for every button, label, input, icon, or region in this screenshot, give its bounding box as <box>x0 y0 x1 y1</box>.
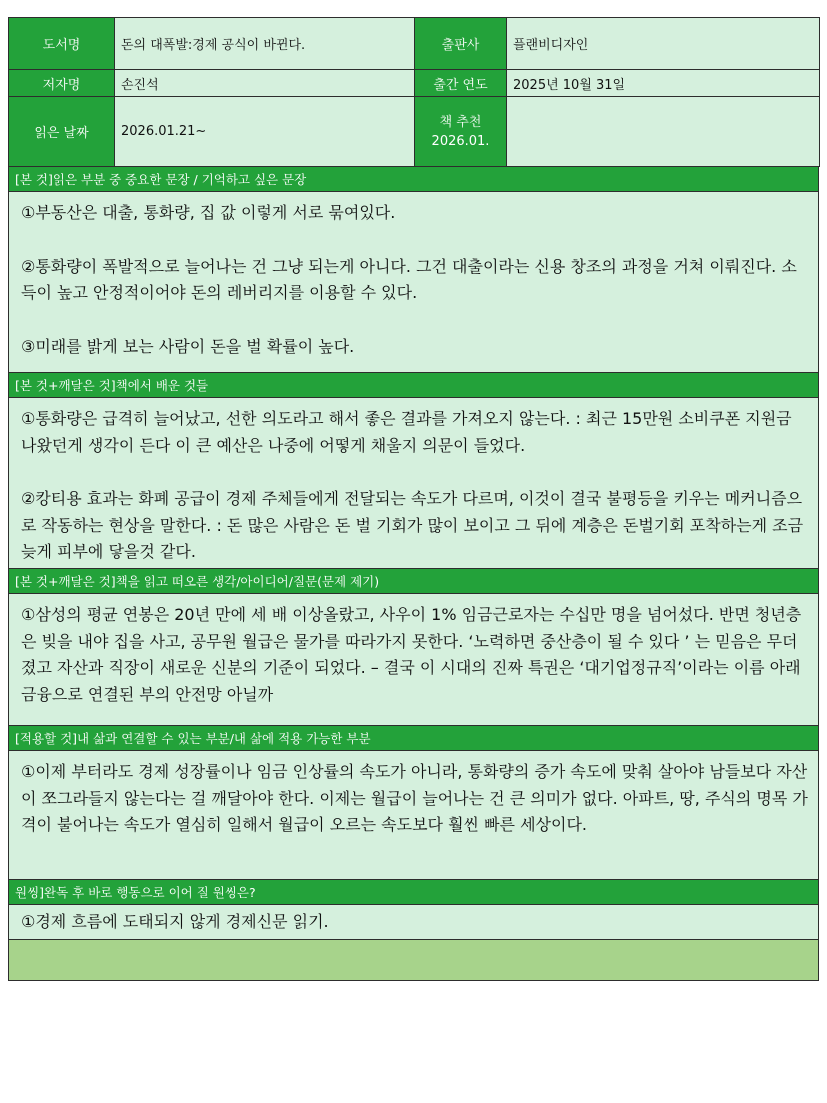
publisher-value: 플랜비디자인 <box>507 18 820 70</box>
paragraph: ①이제 부터라도 경제 성장률이나 임금 인상률의 속도가 아니라, 통화량의 증가 속도에 맞춰 살아야 남들보다 자산이 쪼그라들지 않는다는 걸 깨달아야 한다. 이제는 월급이 늘어나는 건 큰 의미가 없다. 아파트, 땅, 주식의 명목 가격이 불어나는 속도가 열심히 일해서 월급이 오르는 속도보다 훨씬 빠른 세상이다. <box>21 762 808 834</box>
pubyear-value: 2025년 10월 31일 <box>507 70 820 97</box>
read-date-value: 2026.01.21~ <box>115 97 415 167</box>
section-tag: 원씽] <box>15 885 45 900</box>
recommend-label-line2: 2026.01. <box>431 133 490 149</box>
section-one-thing <box>8 880 819 981</box>
section-body <box>9 751 818 879</box>
recommend-label <box>415 97 507 167</box>
book-info-table <box>8 17 820 167</box>
section-header <box>9 167 818 192</box>
author-value: 손진석 <box>115 70 415 97</box>
recommend-label-line1: 책 추천 <box>439 114 482 130</box>
section-heading: 내 삶과 연결할 수 있는 부분/내 삶에 적용 가능한 부분 <box>77 731 371 746</box>
section-body <box>9 905 818 939</box>
paragraph: ①삼성의 평균 연봉은 20년 만에 세 배 이상올랐고, 사우이 1% 임금근로자는 수십만 명을 넘어섰다. 반면 청년층은 빚을 내야 집을 사고, 공무원 월급은 물가를 따라가지 못한다. ‘노력하면 중산층이 될 수 있다 ’ 는 믿음은 무더졌고 자산과 직장이 새로운 신분의 기준이 되었다. – 결국 이 시대의 진짜 특권은 ‘대기업정규직’이라는 이름 아래 금융으로 연결된 부의 안전망 아닐까 <box>21 605 802 704</box>
section-tag: [본 것+깨달은 것] <box>15 574 116 589</box>
section-tag: [본 것] <box>15 172 53 187</box>
section-header <box>9 373 818 398</box>
book-title: 돈의 대폭발:경제 공식이 바뀐다. <box>115 18 415 70</box>
recommend-value <box>507 97 820 167</box>
section-tag: [적용할 것] <box>15 731 78 746</box>
paragraph: ③미래를 밝게 보는 사람이 돈을 벌 확률이 높다. <box>21 336 355 356</box>
paragraph: ①통화량은 급격히 늘어났고, 선한 의도라고 해서 좋은 결과를 가져오지 않는다. : 최근 15만원 소비쿠폰 지원금 나왔던게 생각이 든다 이 큰 예산은 나중에 어떻게 채울지 의문이 들었다. <box>21 409 792 455</box>
section-body <box>9 192 818 372</box>
title-label: 도서명 <box>9 18 115 70</box>
paragraph: ①경제 흐름에 도태되지 않게 경제신문 읽기. <box>21 912 329 931</box>
section-lessons <box>8 373 819 569</box>
section-header <box>9 880 818 905</box>
footer-band <box>9 939 818 980</box>
section-heading: 읽은 부분 중 중요한 문장 / 기억하고 싶은 문장 <box>52 172 307 187</box>
pubyear-label: 출간 연도 <box>415 70 507 97</box>
section-tag: [본 것+깨달은 것] <box>15 378 116 393</box>
section-header <box>9 569 818 594</box>
paragraph: ②통화량이 폭발적으로 늘어나는 건 그냥 되는게 아니다. 그건 대출이라는 신용 창조의 과정을 거쳐 이뤄진다. 소득이 높고 안정적이어야 돈의 레버리지를 이용할 수 있다. <box>21 256 797 302</box>
section-body <box>9 594 818 725</box>
author-label: 저자명 <box>9 70 115 97</box>
section-apply <box>8 726 819 880</box>
paragraph: ②캉티용 효과는 화폐 공급이 경제 주체들에게 전달되는 속도가 다르며, 이것이 결국 불평등을 키우는 메커니즘으로 작동하는 현상을 말한다. : 돈 많은 사람은 돈 벌 기회가 많이 보이고 그 뒤에 계층은 돈벌기회 포착하는게 조금 늦게 피부에 닿을것 같다. <box>21 489 804 561</box>
section-heading: 책에서 배운 것들 <box>115 378 209 393</box>
section-heading: 책을 읽고 떠오른 생각/아이디어/질문(문제 제기) <box>115 574 380 589</box>
paragraph: ①부동산은 대출, 통화량, 집 값 이렇게 서로 묶여있다. <box>21 203 396 222</box>
section-key-sentences <box>8 167 819 373</box>
publisher-label: 출판사 <box>415 18 507 70</box>
read-date-label: 읽은 날짜 <box>9 97 115 167</box>
section-ideas <box>8 569 819 726</box>
section-header <box>9 726 818 751</box>
book-report-sheet <box>8 17 819 981</box>
section-body <box>9 398 818 568</box>
section-heading: 완독 후 바로 행동으로 이어 질 원씽은? <box>44 885 256 900</box>
